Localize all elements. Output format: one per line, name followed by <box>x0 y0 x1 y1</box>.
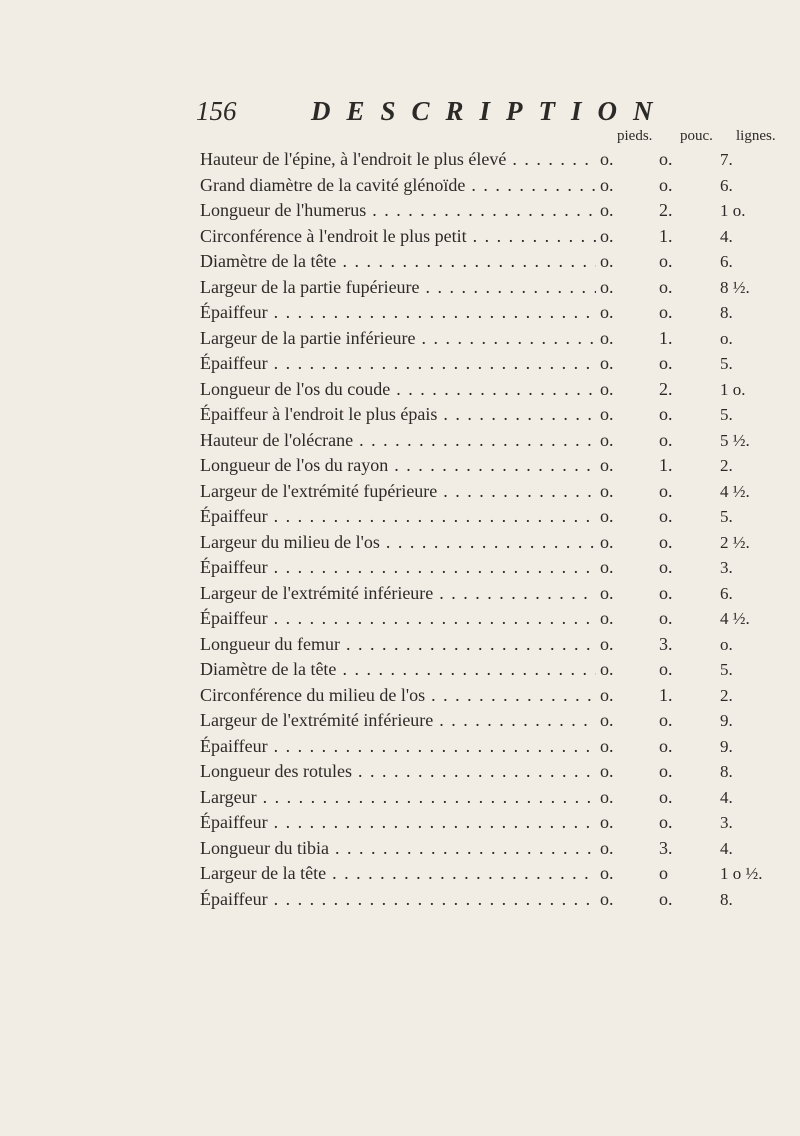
measurement-label: Largeur . . . <box>200 785 596 811</box>
value-pouces: o. <box>659 557 673 577</box>
measurement-label: Longueur du femur . . . <box>200 632 596 658</box>
table-row <box>0 861 800 887</box>
value-pouces: o. <box>659 608 673 628</box>
value-lignes: 1 o. <box>720 379 746 399</box>
value-pieds: o. <box>600 429 614 450</box>
value-pouces: 3. <box>659 837 673 858</box>
table-row <box>0 734 800 760</box>
value-lignes: 8. <box>720 889 733 909</box>
value-pouces: o. <box>659 786 673 807</box>
value-pieds: o. <box>600 276 614 297</box>
table-row <box>0 810 800 836</box>
value-pouces: o. <box>659 353 673 373</box>
value-pieds: o. <box>600 225 614 246</box>
table-row <box>0 708 800 734</box>
value-pouces: o. <box>659 812 673 832</box>
value-pieds: o. <box>600 506 614 526</box>
value-pouces: o. <box>659 251 673 271</box>
measurement-label: Hauteur de l'olécrane . . . <box>200 428 596 454</box>
measurement-label: Largeur de la tête . . . <box>200 861 596 887</box>
value-lignes: 2 ½. <box>720 532 750 552</box>
value-lignes: 8. <box>720 762 733 781</box>
value-lignes: 3. <box>720 813 733 832</box>
value-lignes: 7. <box>720 150 733 169</box>
table-row <box>0 759 800 785</box>
value-lignes: 1 o. <box>720 201 746 220</box>
value-pouces: o. <box>659 506 673 526</box>
column-header-pieds: pieds. <box>617 128 653 144</box>
value-pieds: o. <box>600 251 614 271</box>
value-lignes: 3. <box>720 558 733 577</box>
value-pieds: o. <box>600 863 614 883</box>
table-row <box>0 479 800 505</box>
table-row <box>0 581 800 607</box>
table-row <box>0 657 800 683</box>
value-lignes: 9. <box>720 711 733 730</box>
table-row <box>0 606 800 632</box>
value-pouces: o <box>659 863 668 883</box>
table-row <box>0 326 800 352</box>
measurement-label: Longueur de l'os du coude . . . <box>200 377 596 403</box>
value-lignes: 6. <box>720 252 733 271</box>
measurement-table <box>0 147 800 912</box>
value-pouces: 2. <box>659 200 673 220</box>
value-pouces: o. <box>659 149 673 169</box>
table-row <box>0 683 800 709</box>
value-lignes: 4. <box>720 226 733 246</box>
table-row <box>0 428 800 454</box>
measurement-label: Hauteur de l'épine, à l'endroit le plus élevé . . . <box>200 147 596 173</box>
value-pieds: o. <box>600 455 614 475</box>
value-pieds: o. <box>600 327 614 348</box>
value-pouces: o. <box>659 480 673 501</box>
value-lignes: 8. <box>720 303 733 322</box>
measurement-label: Longueur des rotules . . . <box>200 759 596 785</box>
measurement-label: Largeur de la partie fupérieure . . . <box>200 275 596 301</box>
column-header-pouces: pouc. <box>680 128 713 144</box>
value-lignes: 8 ½. <box>720 277 750 297</box>
value-pouces: o. <box>659 659 673 679</box>
value-pieds: o. <box>600 888 614 909</box>
value-pieds: o. <box>600 557 614 577</box>
value-pieds: o. <box>600 659 614 679</box>
table-row <box>0 275 800 301</box>
value-pouces: 2. <box>659 378 673 399</box>
table-row <box>0 402 800 428</box>
table-row <box>0 224 800 250</box>
value-pouces: 1. <box>659 684 673 705</box>
table-row <box>0 173 800 199</box>
value-pouces: o. <box>659 888 673 909</box>
value-pieds: o. <box>600 480 614 501</box>
table-row <box>0 351 800 377</box>
table-row <box>0 453 800 479</box>
value-pieds: o. <box>600 302 614 322</box>
value-pouces: 1. <box>659 327 673 348</box>
value-pieds: o. <box>600 684 614 705</box>
value-pouces: 3. <box>659 633 673 654</box>
measurement-label: Largeur de l'extrémité inférieure . . . <box>200 581 596 607</box>
measurement-label: Épaiffeur . . . <box>200 606 596 632</box>
measurement-label: Longueur de l'os du rayon . . . <box>200 453 596 479</box>
value-lignes: o. <box>720 328 733 348</box>
column-header-lignes: lignes. <box>736 128 776 144</box>
measurement-label: Épaiffeur . . . <box>200 300 596 326</box>
value-lignes: 1 o ½. <box>720 864 763 883</box>
value-pieds: o. <box>600 735 614 756</box>
value-pieds: o. <box>600 353 614 373</box>
value-pieds: o. <box>600 582 614 603</box>
value-pieds: o. <box>600 378 614 399</box>
value-pieds: o. <box>600 404 614 424</box>
value-pouces: o. <box>659 710 673 730</box>
measurement-label: Longueur de l'humerus . . . <box>200 198 596 224</box>
value-pieds: o. <box>600 608 614 628</box>
table-row <box>0 249 800 275</box>
measurement-label: Épaiffeur . . . <box>200 351 596 377</box>
value-pouces: o. <box>659 582 673 603</box>
value-pieds: o. <box>600 786 614 807</box>
measurement-label: Épaiffeur à l'endroit le plus épais . . . <box>200 402 596 428</box>
value-pieds: o. <box>600 710 614 730</box>
value-lignes: o. <box>720 634 733 654</box>
value-pouces: o. <box>659 174 673 195</box>
value-lignes: 5. <box>720 405 733 424</box>
value-pouces: o. <box>659 276 673 297</box>
value-pouces: o. <box>659 735 673 756</box>
value-pouces: o. <box>659 761 673 781</box>
value-pouces: 1. <box>659 225 673 246</box>
measurement-label: Largeur du milieu de l'os . . . <box>200 530 596 556</box>
measurement-label: Circonférence du milieu de l'os . . . <box>200 683 596 709</box>
value-lignes: 5. <box>720 354 733 373</box>
value-lignes: 4 ½. <box>720 481 750 501</box>
measurement-label: Largeur de l'extrémité inférieure . . . <box>200 708 596 734</box>
measurement-label: Largeur de l'extrémité fupérieure . . . <box>200 479 596 505</box>
measurement-label: Grand diamètre de la cavité glénoïde . . . <box>200 173 596 199</box>
measurement-label: Épaiffeur . . . <box>200 810 596 836</box>
measurement-label: Épaiffeur . . . <box>200 734 596 760</box>
value-pieds: o. <box>600 149 614 169</box>
value-pieds: o. <box>600 837 614 858</box>
value-lignes: 4 ½. <box>720 609 750 628</box>
measurement-label: Épaiffeur . . . <box>200 504 596 530</box>
value-pieds: o. <box>600 200 614 220</box>
table-row <box>0 504 800 530</box>
value-lignes: 6. <box>720 583 733 603</box>
table-row <box>0 887 800 913</box>
value-pieds: o. <box>600 761 614 781</box>
value-pieds: o. <box>600 531 614 552</box>
value-pouces: o. <box>659 531 673 552</box>
table-row <box>0 836 800 862</box>
measurement-label: Longueur du tibia . . . <box>200 836 596 862</box>
value-lignes: 5 ½. <box>720 430 750 450</box>
table-row <box>0 530 800 556</box>
value-lignes: 5. <box>720 660 733 679</box>
running-title: DESCRIPTION <box>311 96 669 126</box>
measurement-label: Épaiffeur . . . <box>200 555 596 581</box>
value-lignes: 9. <box>720 736 733 756</box>
value-pieds: o. <box>600 812 614 832</box>
table-row <box>0 198 800 224</box>
table-row <box>0 377 800 403</box>
page-number: 156 <box>196 96 237 126</box>
value-lignes: 4. <box>720 838 733 858</box>
column-headers <box>0 128 800 148</box>
table-row <box>0 555 800 581</box>
measurement-label: Largeur de la partie inférieure . . . <box>200 326 596 352</box>
measurement-label: Épaiffeur . . . <box>200 887 596 913</box>
table-row <box>0 300 800 326</box>
value-lignes: 2. <box>720 685 733 705</box>
measurement-label: Circonférence à l'endroit le plus petit . . . <box>200 224 596 250</box>
measurement-label: Diamètre de la tête . . . <box>200 249 596 275</box>
table-row <box>0 632 800 658</box>
value-lignes: 2. <box>720 456 733 475</box>
value-lignes: 4. <box>720 787 733 807</box>
value-lignes: 5. <box>720 507 733 526</box>
value-pieds: o. <box>600 174 614 195</box>
value-pouces: o. <box>659 302 673 322</box>
table-row <box>0 785 800 811</box>
table-row <box>0 147 800 173</box>
value-pouces: o. <box>659 429 673 450</box>
value-pouces: o. <box>659 404 673 424</box>
value-pieds: o. <box>600 633 614 654</box>
measurement-label: Diamètre de la tête . . . <box>200 657 596 683</box>
value-pouces: 1. <box>659 455 673 475</box>
value-lignes: 6. <box>720 175 733 195</box>
